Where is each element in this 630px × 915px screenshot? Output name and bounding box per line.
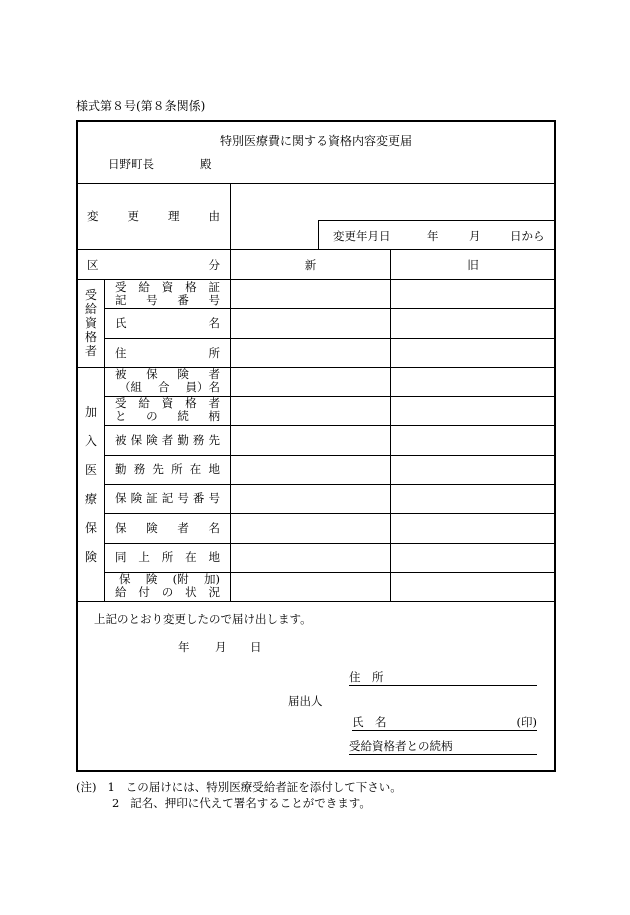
note-item-1: (注) 1 この届けには、特別医療受給者証を添付して下さい。 (76, 780, 402, 794)
declaration-day: 日 (250, 640, 262, 654)
insurance-row-workplace-address: 勤 務 先 所 在 地 (115, 462, 220, 476)
column-new: 新 (304, 258, 317, 272)
insurance-row-card-number: 保 険 証 記 号 番 号 (115, 491, 220, 505)
declaration-text: 上記のとおり変更したので届け出します。 (94, 612, 312, 626)
addressee-honorific: 殿 (200, 157, 212, 171)
note-prefix: (注) (76, 780, 97, 794)
recipient-row-certificate-number: 受 給 資 格 証 記 号 番 号 (115, 280, 220, 307)
insurance-row-benefit-status: 保 険 (附 加) 給 付 の 状 況 (115, 572, 220, 599)
note-item-2: 2 記名、押印に代えて署名することができます。 (112, 796, 371, 810)
recipient-group-label: 受 給 資 格 者 (84, 288, 97, 358)
form-title: 特別医療費に関する資格内容変更届 (219, 134, 412, 148)
recipient-row-address: 住 所 (115, 346, 220, 360)
change-date-from: 日から (510, 229, 545, 243)
column-old: 旧 (467, 258, 479, 272)
declaration-year: 年 (178, 640, 190, 654)
insurance-row-insurer-address: 同 上 所 在 地 (115, 550, 220, 564)
change-date-label: 変更年月日 (333, 229, 391, 243)
recipient-row-name: 氏 名 (115, 316, 220, 330)
applicant-relation-field[interactable]: 受給資格者との続柄 (349, 739, 537, 755)
insurance-row-relationship: 受 給 資 格 者 と の 続 柄 (115, 396, 220, 423)
change-date-year: 年 (427, 229, 439, 243)
change-date-month: 月 (469, 229, 481, 243)
column-kubun: 区 分 (87, 258, 220, 272)
addressee-name: 日野町長 (108, 157, 154, 171)
seal-mark: (印) (516, 715, 537, 729)
insurance-group-label: 加 入 医 療 保 険 (84, 405, 97, 564)
insurance-row-insurer-name: 保 険 者 名 (115, 521, 220, 535)
insurance-row-workplace: 被 保 険 者 勤 務 先 (115, 433, 220, 447)
change-reason-label: 変 更 理 由 (87, 209, 220, 223)
form-number: 様式第８号(第８条関係) (76, 99, 206, 113)
declaration-month: 月 (215, 640, 227, 654)
applicant-label: 届出人 (288, 694, 323, 708)
applicant-address-field[interactable]: 住 所 (349, 670, 537, 686)
applicant-name-field[interactable]: 氏 名 (印) (352, 715, 537, 729)
insurance-row-insured-name: 被 保 険 者 （組 合 員）名 (115, 367, 220, 394)
